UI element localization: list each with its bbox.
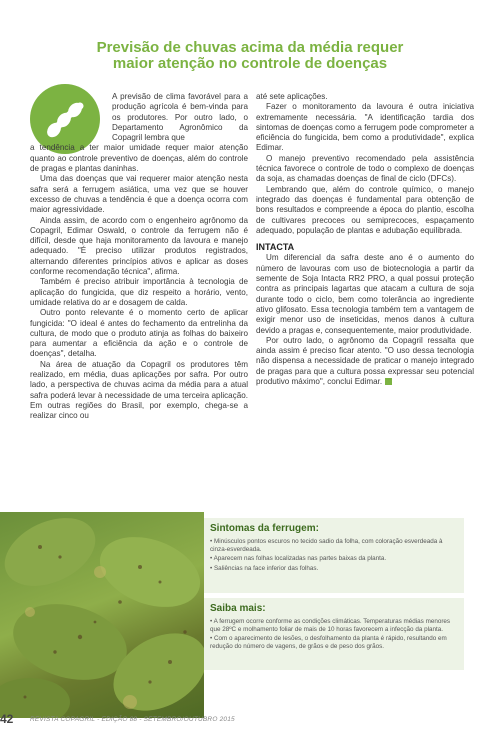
paragraph: Uma das doenças que vai requerer maior atenção nesta safra será a ferrugem asiática, uma vez que se houver excesso de chuvas a tendência é que a doença ocorra com maior agressividade. — [30, 174, 248, 215]
paragraph: Outro ponto relevante é o momento certo de aplicar fungicida: "O ideal é antes do fechamento da entrelinha da cultura, de modo que o produto atinja as folhas do baixeiro para aumentar a eficiência da ação e o controle de doenças", detalha. — [30, 308, 248, 359]
title-line-1: Previsão de chuvas acima da média requer — [96, 39, 404, 56]
soybean-leaves-photo — [0, 512, 204, 718]
lead-paragraph: A previsão de clima favorável para a produção agrícola é bem-vinda para os produtores. Por outro lado, o Departamento Agronômico da Copagril lembra que — [112, 92, 248, 143]
closing-text: Por outro lado, o agrônomo da Copagril ressalta que ainda assim é preciso ficar atento. "O uso dessa tecnologia não dispensa a necessidade de praticar o manejo integrado de pragas para que a cultura possa expressar seu potencial produtivo máximo", conclui Edimar. — [256, 335, 474, 387]
page-footer — [0, 712, 500, 750]
paragraph: Lembrando que, além do controle químico, o manejo integrado das doenças é fundamental para obtenção de bons resultados e compreende a época do plantio, escolha de cultivares precoces ou semiprecoces, espaçamento adequado, população de plantas e adubação equilibrada. — [256, 184, 474, 235]
paragraph: Também é preciso atribuir importância à tecnologia de aplicação do fungicida, que diz respeito a horário, vento, umidade relativa do ar e dosagem de calda. — [30, 277, 248, 307]
left-column — [30, 92, 248, 422]
article-title — [60, 40, 440, 72]
paragraph: Um diferencial da safra deste ano é o aumento do número de lavouras com uso de biotecnologia a partir da semente de Soja Intacta RR2 PRO, a qual possui proteção contra as principais lagartas que atacam a cultura de soja durante todo o ciclo, bem como tolerância ao ingrediente ativo glifosato. Essa tecnologia também tem a vantagem de exigir menor uso de inseticidas, menos danos à cultura devido a pragas e, consequentemente, maior produtividade. — [256, 253, 474, 335]
list-item: • Saliências na face inferior das folhas. — [210, 565, 458, 573]
list-item: • Com o aparecimento de lesões, o desfolhamento da planta é rápido, resultando em redução do número de vagens, de grãos e de peso dos grãos. — [210, 635, 458, 650]
list-item: • A ferrugem ocorre conforme as condições climáticas. Temperaturas médias menores que 28ºC e molhamento foliar de mais de 10 horas favorecem a infecção da planta. — [210, 618, 458, 633]
right-column — [256, 92, 474, 387]
sintomas-box — [204, 518, 464, 593]
magazine-info: REVISTA COPAGRIL - EDIÇÃO 88 - SETEMBRO/OUTUBRO 2015 — [30, 716, 235, 723]
sintomas-list — [210, 538, 458, 574]
page-number: 42 — [0, 712, 14, 726]
paragraph: O manejo preventivo recomendado pela assistência técnica favorece o controle de todo o complexo de doenças da soja, as chamadas doenças de final de ciclo (DFCs). — [256, 153, 474, 184]
box-heading: Saiba mais: — [210, 603, 266, 614]
subheading-intacta: INTACTA — [256, 242, 295, 253]
paragraph: Na área de atuação da Copagril os produtores têm realizado, em média, duas aplicações por safra. Por outro lado, a perspectiva de chuvas acima da média para a atual safra poderá levar à necessidade de uma terceira aplicação. Em outras regiões do Brasil, por exemplo, chega-se a realizar cinco ou — [30, 359, 248, 421]
box-heading: Sintomas da ferrugem: — [210, 523, 319, 534]
saiba-mais-box — [204, 598, 464, 670]
paragraph — [256, 336, 474, 387]
paragraph: a tendência a ter maior umidade requer maior atenção quanto ao controle preventivo de doenças, além do controle de pragas e plantas daninhas. — [30, 143, 248, 174]
copagril-end-icon — [385, 378, 392, 385]
saiba-mais-list — [210, 618, 458, 652]
list-item: • Minúsculos pontos escuros no tecido sadio da folha, com coloração esverdeada à cinza-esverdeada. — [210, 538, 458, 553]
paragraph: Ainda assim, de acordo com o engenheiro agrônomo da Copagril, Edimar Oswald, o controle da ferrugem não é difícil, desde que haja monitoramento da lavoura e manejo adequado. "É preciso utilizar produtos registrados, alternando diferentes princípios ativos e aplicar as doses conforme recomendação técnica", afirma. — [30, 215, 248, 277]
paragraph: até sete aplicações. — [256, 92, 328, 101]
paragraph: Fazer o monitoramento da lavoura é outra iniciativa extremamente necessária. "A identificação tardia dos sintomas de doenças como a ferrugem pode comprometer a eficiência do fungicida, bem como a produtividade", explica Edimar. — [256, 102, 474, 153]
title-line-2: maior atenção no controle de doenças — [112, 55, 388, 72]
list-item: • Aparecem nas folhas localizadas nas partes baixas da planta. — [210, 555, 458, 563]
